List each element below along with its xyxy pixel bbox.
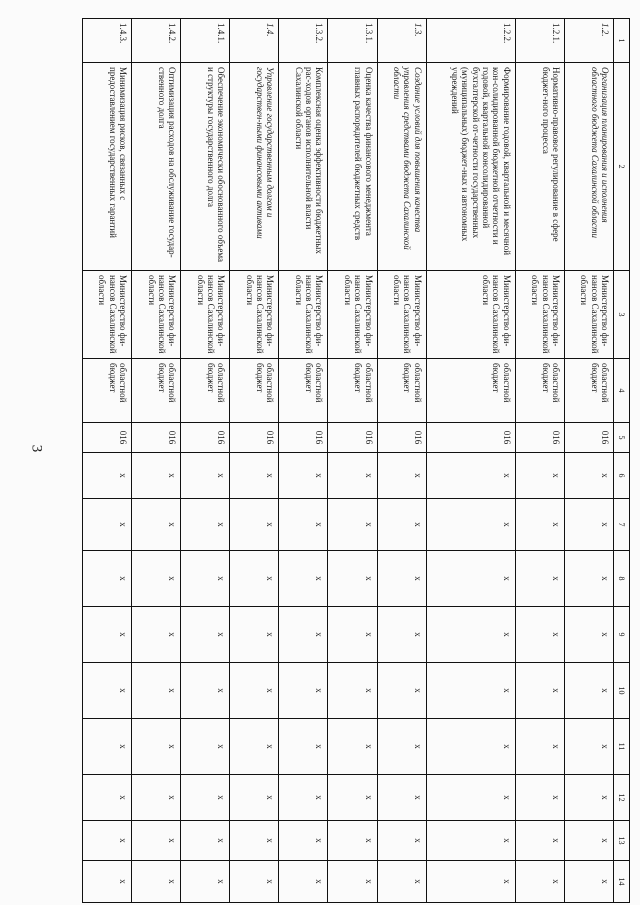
value-mark: х	[279, 607, 328, 663]
column-number-9: 9	[614, 607, 630, 663]
row-number: 1.3.2.	[279, 19, 328, 63]
budget-code: 016	[377, 423, 426, 453]
value-mark: х	[377, 719, 426, 775]
executor: Министерство фи-нансов Сахалинской области	[83, 271, 132, 359]
executor: Министерство фи-нансов Сахалинской области	[279, 271, 328, 359]
value-mark: х	[230, 663, 279, 719]
row-number: 1.3.1.	[328, 19, 377, 63]
value-mark: х	[426, 453, 515, 499]
row-number: 1.2.1.	[515, 19, 564, 63]
budget-measures-table	[82, 18, 630, 903]
executor: Министерство фи-нансов Сахалинской области	[328, 271, 377, 359]
value-mark: х	[564, 861, 613, 903]
value-mark: х	[132, 663, 181, 719]
value-mark: х	[279, 775, 328, 821]
measure-name: Комплексная оценка эффективности бюджетных рас-ходов органов исполнительной власти Сахалинской области	[279, 63, 328, 271]
value-mark: х	[515, 453, 564, 499]
funding-source: областной бюджет	[279, 359, 328, 423]
value-mark: х	[230, 453, 279, 499]
value-mark: х	[426, 499, 515, 551]
table-row	[515, 19, 564, 903]
budget-code: 016	[426, 423, 515, 453]
measure-name: Оптимизация расходов на обслуживание государ-ственного долга	[132, 63, 181, 271]
column-number-12: 12	[614, 775, 630, 821]
value-mark: х	[230, 775, 279, 821]
value-mark: х	[279, 663, 328, 719]
budget-code: 016	[279, 423, 328, 453]
value-mark: х	[515, 499, 564, 551]
table-row	[279, 19, 328, 903]
executor: Министерство фи-нансов Сахалинской области	[426, 271, 515, 359]
column-number-5: 5	[614, 423, 630, 453]
value-mark: х	[132, 453, 181, 499]
value-mark: х	[564, 663, 613, 719]
measure-name: Организация планирования и исполнения областного бюджета Сахалинской области	[564, 63, 613, 271]
column-number-6: 6	[614, 453, 630, 499]
table-row	[564, 19, 613, 903]
value-mark: х	[564, 453, 613, 499]
value-mark: х	[279, 499, 328, 551]
executor: Министерство фи-нансов Сахалинской области	[230, 271, 279, 359]
measure-name: Формирование годовой, квартальной и месячной кон-солидированной бюджетной отчетности и годовой, квартальной консолидированной бухгалтерской от-четности государственных (муниципальных) бюджет-ных и автономных учреждений	[426, 63, 515, 271]
budget-code: 016	[132, 423, 181, 453]
value-mark: х	[564, 499, 613, 551]
executor: Министерство фи-нансов Сахалинской области	[132, 271, 181, 359]
value-mark: х	[377, 663, 426, 719]
column-number-1: 1	[614, 19, 630, 63]
value-mark: х	[377, 821, 426, 861]
value-mark: х	[564, 607, 613, 663]
column-number-11: 11	[614, 719, 630, 775]
value-mark: х	[377, 499, 426, 551]
value-mark: х	[83, 607, 132, 663]
value-mark: х	[279, 861, 328, 903]
funding-source: областной бюджет	[230, 359, 279, 423]
table-header-row	[614, 19, 630, 903]
value-mark: х	[377, 775, 426, 821]
table-row	[328, 19, 377, 903]
measure-name: Управление государственным долгом и государствен-ными финансовыми активами	[230, 63, 279, 271]
value-mark: х	[426, 663, 515, 719]
value-mark: х	[328, 607, 377, 663]
value-mark: х	[83, 453, 132, 499]
budget-code: 016	[181, 423, 230, 453]
value-mark: х	[279, 551, 328, 607]
column-number-3: 3	[614, 271, 630, 359]
value-mark: х	[515, 607, 564, 663]
budget-code: 016	[515, 423, 564, 453]
value-mark: х	[515, 821, 564, 861]
column-number-13: 13	[614, 821, 630, 861]
value-mark: х	[377, 861, 426, 903]
value-mark: х	[279, 719, 328, 775]
value-mark: х	[377, 551, 426, 607]
value-mark: х	[564, 775, 613, 821]
executor: Министерство фи-нансов Сахалинской области	[377, 271, 426, 359]
value-mark: х	[515, 551, 564, 607]
value-mark: х	[279, 821, 328, 861]
column-number-4: 4	[614, 359, 630, 423]
value-mark: х	[328, 719, 377, 775]
value-mark: х	[132, 719, 181, 775]
value-mark: х	[377, 453, 426, 499]
value-mark: х	[83, 861, 132, 903]
value-mark: х	[426, 551, 515, 607]
table-row	[426, 19, 515, 903]
value-mark: х	[328, 663, 377, 719]
value-mark: х	[515, 861, 564, 903]
page-number: 3	[28, 444, 45, 453]
executor: Министерство фи-нансов Сахалинской области	[515, 271, 564, 359]
value-mark: х	[181, 821, 230, 861]
value-mark: х	[564, 551, 613, 607]
value-mark: х	[181, 775, 230, 821]
value-mark: х	[230, 719, 279, 775]
value-mark: х	[181, 719, 230, 775]
value-mark: х	[132, 551, 181, 607]
funding-source: областной бюджет	[132, 359, 181, 423]
value-mark: х	[181, 499, 230, 551]
value-mark: х	[426, 607, 515, 663]
value-mark: х	[328, 821, 377, 861]
budget-code: 016	[83, 423, 132, 453]
value-mark: х	[564, 719, 613, 775]
value-mark: х	[181, 663, 230, 719]
value-mark: х	[181, 861, 230, 903]
funding-source: областной бюджет	[515, 359, 564, 423]
value-mark: х	[132, 775, 181, 821]
budget-code: 016	[328, 423, 377, 453]
table-row	[83, 19, 132, 903]
funding-source: областной бюджет	[181, 359, 230, 423]
funding-source: областной бюджет	[377, 359, 426, 423]
column-number-10: 10	[614, 663, 630, 719]
measure-name: Оценка качества финансового менеджмента главных распорядителей бюджетных средств	[328, 63, 377, 271]
column-number-7: 7	[614, 499, 630, 551]
value-mark: х	[181, 453, 230, 499]
measure-name: Нормативно-правовое регулирование в сфере бюджет-ного процесса	[515, 63, 564, 271]
value-mark: х	[564, 821, 613, 861]
value-mark: х	[83, 821, 132, 861]
value-mark: х	[132, 499, 181, 551]
value-mark: х	[132, 607, 181, 663]
measure-name: Минимизация рисков, связанных с предоставлением государственных гарантий	[83, 63, 132, 271]
value-mark: х	[328, 775, 377, 821]
funding-source: областной бюджет	[426, 359, 515, 423]
value-mark: х	[83, 499, 132, 551]
value-mark: х	[230, 861, 279, 903]
table-row	[377, 19, 426, 903]
row-number: 1.3.	[377, 19, 426, 63]
value-mark: х	[83, 775, 132, 821]
value-mark: х	[279, 453, 328, 499]
value-mark: х	[230, 821, 279, 861]
value-mark: х	[328, 861, 377, 903]
value-mark: х	[230, 499, 279, 551]
row-number: 1.4.	[230, 19, 279, 63]
row-number: 1.4.3.	[83, 19, 132, 63]
executor: Министерство фи-нансов Сахалинской области	[181, 271, 230, 359]
row-number: 1.4.2.	[132, 19, 181, 63]
row-number: 1.4.1.	[181, 19, 230, 63]
value-mark: х	[230, 551, 279, 607]
executor: Министерство фи-нансов Сахалинской области	[564, 271, 613, 359]
table-row	[230, 19, 279, 903]
value-mark: х	[515, 775, 564, 821]
table-row	[132, 19, 181, 903]
budget-code: 016	[564, 423, 613, 453]
value-mark: х	[328, 499, 377, 551]
budget-code: 016	[230, 423, 279, 453]
value-mark: х	[426, 821, 515, 861]
value-mark: х	[132, 821, 181, 861]
funding-source: областной бюджет	[83, 359, 132, 423]
value-mark: х	[426, 775, 515, 821]
rotated-table-frame	[82, 18, 630, 898]
value-mark: х	[328, 551, 377, 607]
value-mark: х	[83, 663, 132, 719]
value-mark: х	[328, 453, 377, 499]
value-mark: х	[181, 607, 230, 663]
row-number: 1.2.	[564, 19, 613, 63]
value-mark: х	[83, 551, 132, 607]
value-mark: х	[515, 663, 564, 719]
value-mark: х	[83, 719, 132, 775]
row-number: 1.2.2.	[426, 19, 515, 63]
funding-source: областной бюджет	[564, 359, 613, 423]
column-number-2: 2	[614, 63, 630, 271]
funding-source: областной бюджет	[328, 359, 377, 423]
value-mark: х	[377, 607, 426, 663]
column-number-8: 8	[614, 551, 630, 607]
measure-name: Создание условий для повышения качества управления средствами бюджета Сахалинской области	[377, 63, 426, 271]
value-mark: х	[426, 719, 515, 775]
value-mark: х	[230, 607, 279, 663]
value-mark: х	[181, 551, 230, 607]
measure-name: Обеспечение экономически обоснованного объема и структуры государственного долга	[181, 63, 230, 271]
column-number-14: 14	[614, 861, 630, 903]
value-mark: х	[132, 861, 181, 903]
value-mark: х	[515, 719, 564, 775]
value-mark: х	[426, 861, 515, 903]
table-row	[181, 19, 230, 903]
